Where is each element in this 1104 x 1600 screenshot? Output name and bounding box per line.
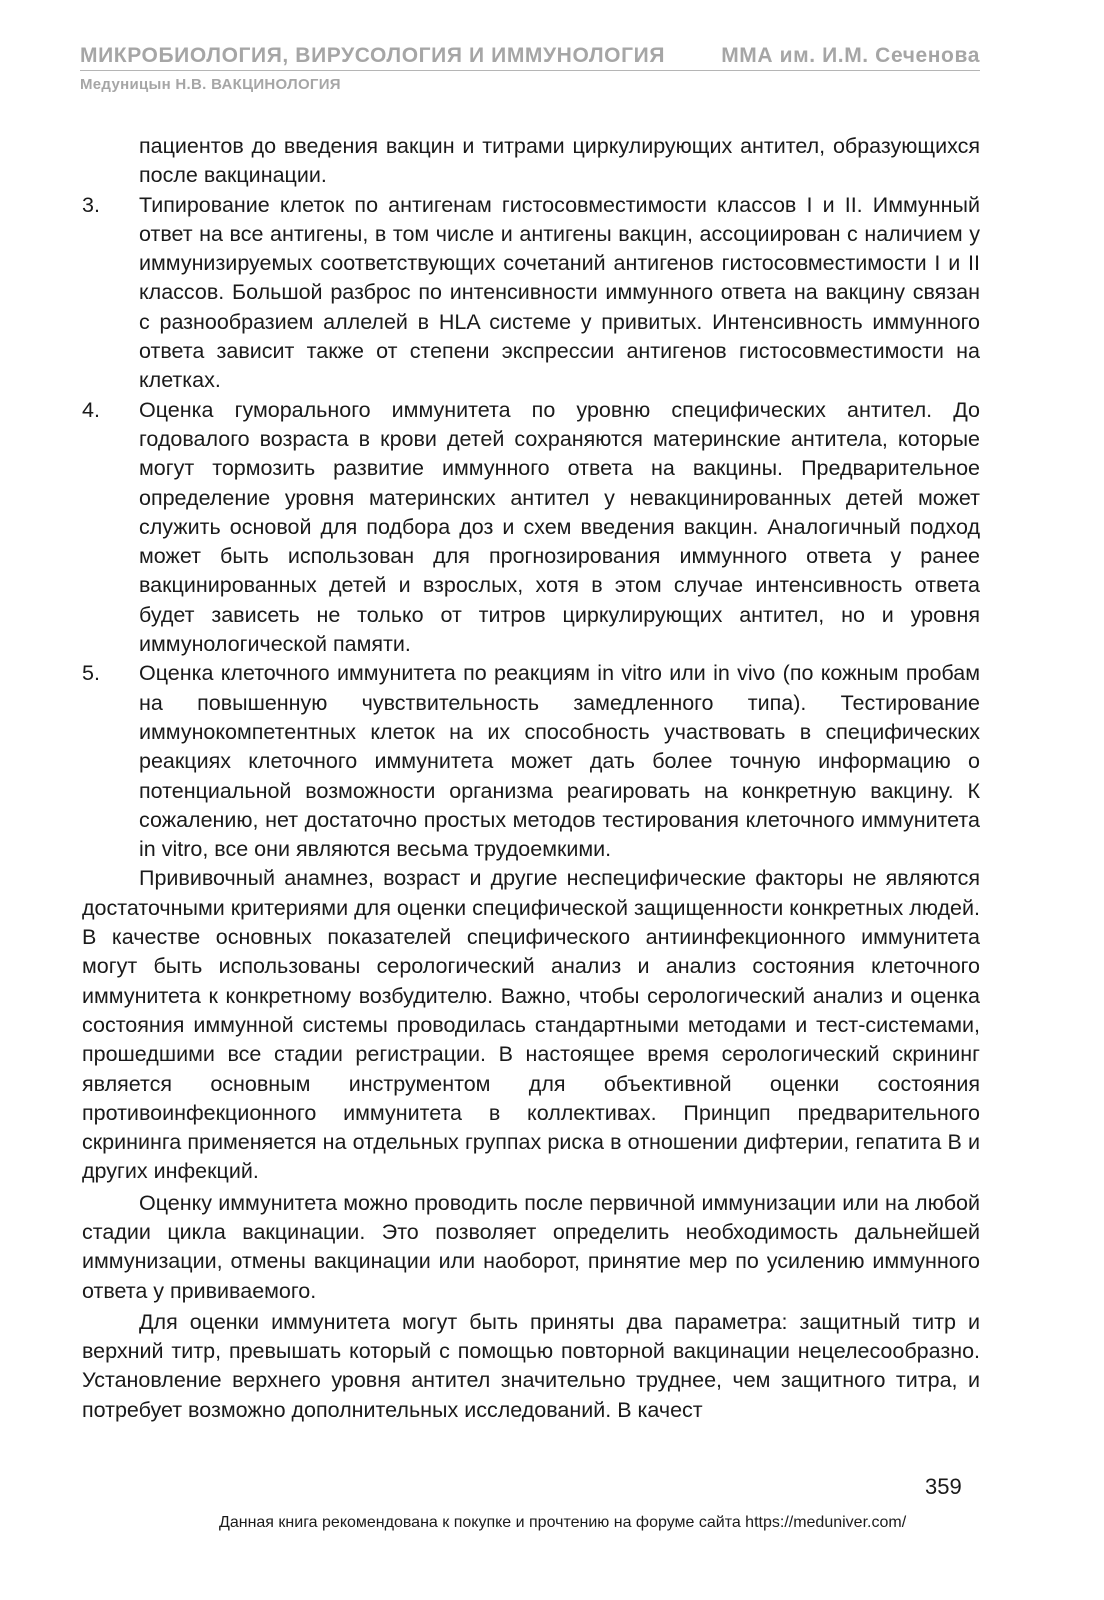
list-item-number: 3. [82, 192, 100, 217]
paragraph: Прививочный анамнез, возраст и другие неспецифические факторы не являются достаточными критериями для оценки специфической защищенности конкретных людей. В качестве основных показателей специфического антиинфекционного иммунитета могут быть использованы серологический анализ и анализ состояния клеточного иммунитета к конкретному возбудителю. Важно, чтобы серологический анализ и оценка состояния иммунной системы проводилась стандартными методами и тест-системами, прошедшими все стадии регистрации. В настоящее время серологический скрининг является основным инструментом для объективной оценки состояния противоинфекционного иммунитета в коллективах. Принцип предварительного скрининга применяется на отдельных группах риска в отношении дифтерии, гепатита В и других инфекций. [82, 866, 980, 1184]
header-title: МИКРОБИОЛОГИЯ, ВИРУСОЛОГИЯ И ИММУНОЛОГИЯ [80, 44, 666, 67]
header-top-line [80, 44, 980, 71]
continuation-text: пациентов до введения вакцин и титрами циркулирующих антител, образующихся после вакцинации. [139, 134, 980, 188]
list-item [82, 396, 980, 660]
list-item-number: 4. [82, 397, 100, 422]
list-item [82, 191, 980, 396]
running-header [80, 44, 980, 93]
paragraph: Оценку иммунитета можно проводить после первичной иммунизации или на любой стадии цикла вакцинации. Это позволяет определить необходимость дальнейшей иммунизации, отмены вакцинации или наоборот, принятие мер по усилению иммунного ответа у прививаемого. [82, 1190, 980, 1303]
list-item [82, 659, 980, 864]
list-item-text: Оценка гуморального иммунитета по уровню специфических антител. До годовалого возраста в крови детей сохраняются материнские антитела, которые могут тормозить развитие иммунного ответа на вакцины. Предварительное определение уровня материнских антител у невакцинированных детей может служить основой для подбора доз и схем введения вакцин. Аналогичный подход может быть использован для прогнозирования иммунного ответа у ранее вакцинированных детей и взрослых, хотя в этом случае интенсивность ответа будет зависеть не только от титров циркулирующих антител, но и уровня иммунологической памяти. [139, 397, 980, 657]
list-item-text: Оценка клеточного иммунитета по реакциям in vitro или in vivo (по кожным пробам на повышенную чувствительность замедленного типа). Тестирование иммунокомпетентных клеток на их способность участвовать в специфических реакциях клеточного иммунитета может дать более точную информацию о потенциальной возможности организма реагировать на конкретную вакцину. К сожалению, нет достаточно простых методов тестирования клеточного иммунитета in vitro, все они являются весьма трудоемкими. [139, 661, 980, 862]
list-item-text: Типирование клеток по антигенам гистосовместимости классов I и II. Иммунный ответ на все антигены, в том числе и антигены вакцин, ассоциирован с наличием у иммунизируемых соответствующих сочетаний антигенов гистосовместимости I и II классов. Большой разброс по интенсивности иммунного ответа на вакцину связан с разнообразием аллелей в HLA системе у привитых. Интенсивность иммунного ответа зависит также от степени экспрессии антигенов гистосовместимости на клетках. [139, 192, 980, 393]
footer-note: Данная книга рекомендована к покупке и прочтению на форуме сайта https://meduniver.com/ [219, 1514, 907, 1531]
list-item-number: 5. [82, 661, 100, 686]
page-body [82, 132, 980, 1425]
header-institution: ММА им. И.М. Сеченова [721, 44, 980, 67]
header-subtitle: Медуницын Н.В. ВАКЦИНОЛОГИЯ [80, 76, 341, 93]
paragraph: Для оценки иммунитета могут быть приняты два параметра: защитный титр и верхний титр, превышать который с помощью повторной вакцинации нецелесообразно. Установление верхнего уровня антител значительно труднее, чем защитного титра, и потребует возможно дополнительных исследований. В качест [82, 1309, 980, 1422]
page-number: 359 [925, 1474, 962, 1499]
